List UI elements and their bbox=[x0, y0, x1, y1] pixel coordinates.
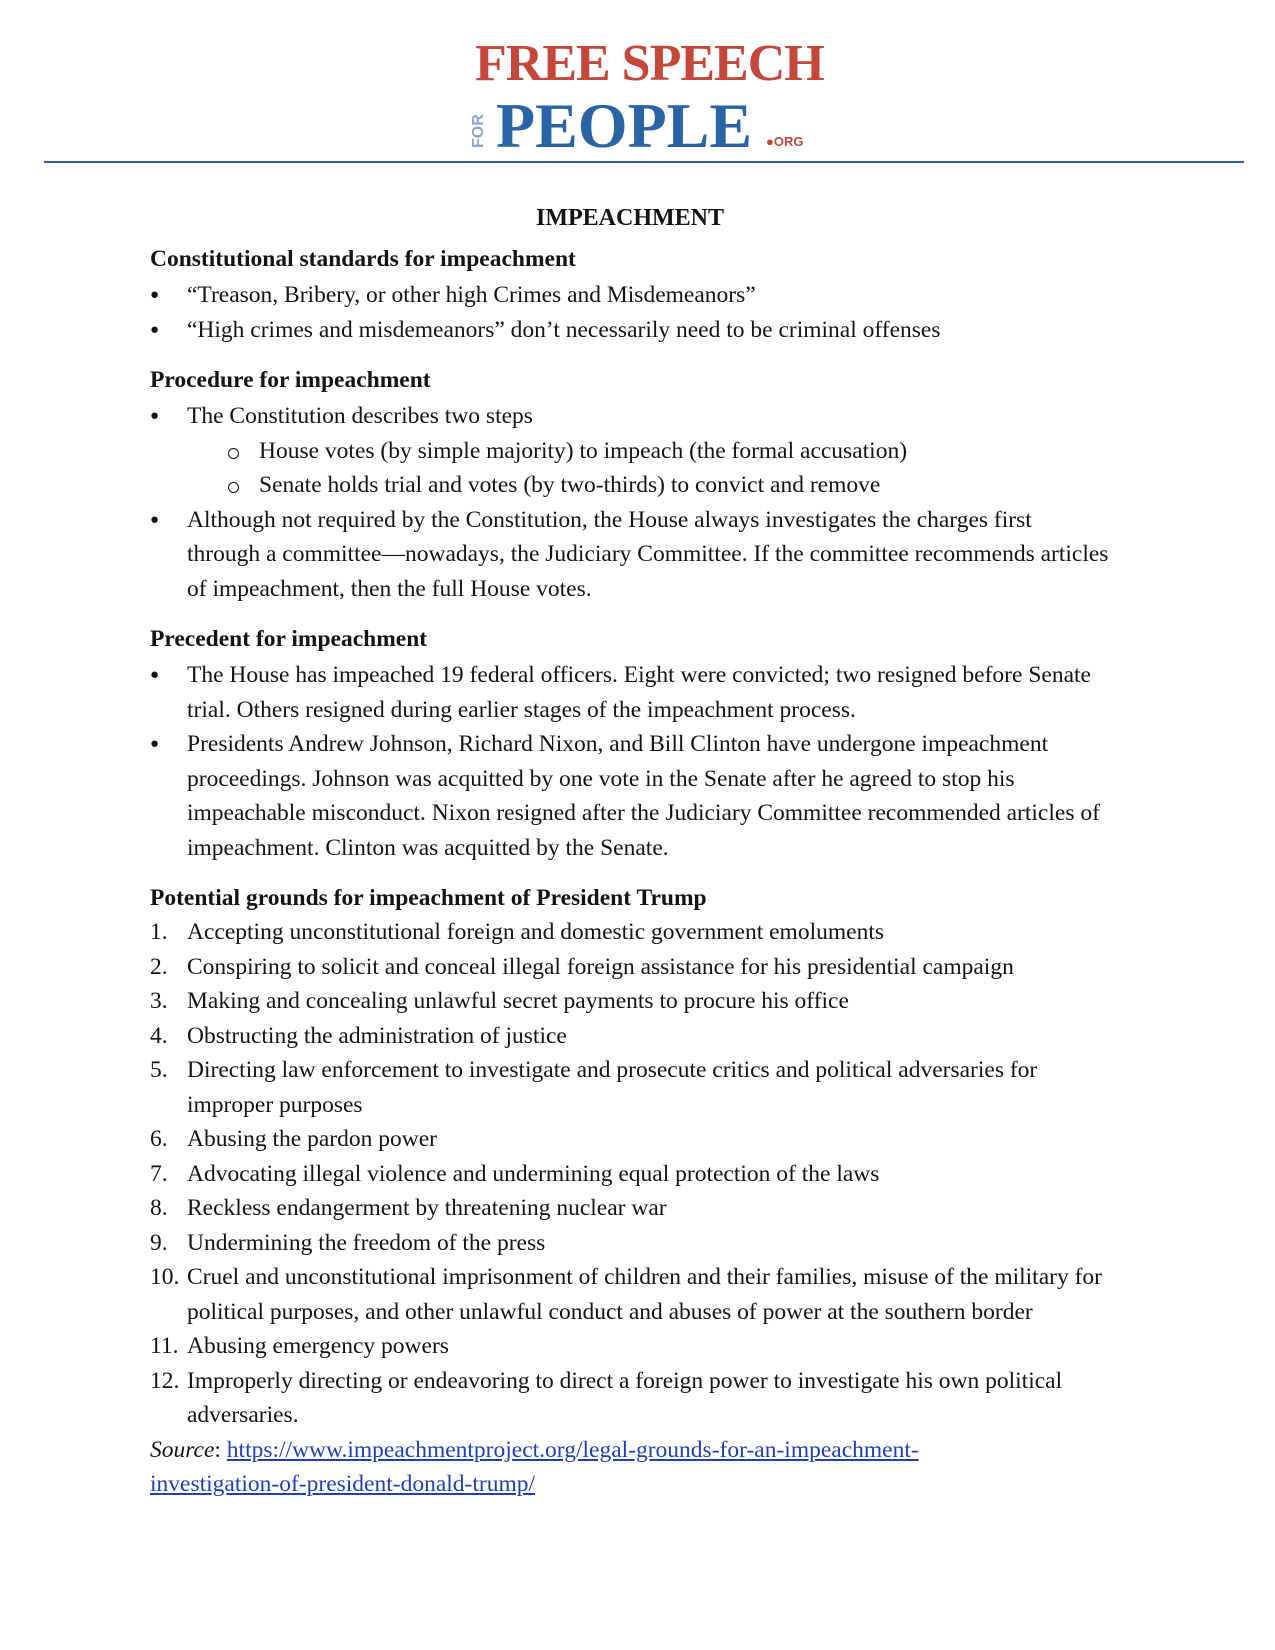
list-item-text: Directing law enforcement to investigate and prosecute critics and political adversaries for improper purposes bbox=[187, 1057, 1038, 1118]
logo-for: FOR bbox=[470, 114, 487, 148]
list-number: 3. bbox=[150, 988, 168, 1014]
list-item: ● Presidents Andrew Johnson, Richard Nixon, and Bill Clinton have undergone impeachment proceedings. Johnson was acquitted by one vote in the Senate after he agreed to stop his impeachable misconduct. Nixon resigned after the Judiciary Committee recommended articles of impeachment. Clinton was acquitted by the Senate. bbox=[150, 727, 1110, 865]
source-link-line1: https://www.impeachmentproject.org/legal-grounds-for-an-impeachment- bbox=[226, 1436, 919, 1463]
list-item bbox=[150, 399, 1110, 503]
list-number: 4. bbox=[150, 1022, 168, 1049]
list-item-text: Cruel and unconstitutional imprisonment of children and their families, misuse of the military for political purposes, and other unlawful conduct and abuses of power at the southern border bbox=[187, 1264, 1102, 1325]
section-heading-standards: Constitutional standards for impeachment bbox=[150, 246, 576, 272]
precedent-list bbox=[150, 658, 1110, 865]
list-item-text: Undermining the freedom of the press bbox=[187, 1229, 546, 1256]
list-item bbox=[150, 1053, 1110, 1122]
list-item-text: Accepting unconstitutional foreign and domestic government emoluments bbox=[187, 919, 885, 945]
list-item-text: Conspiring to solicit and conceal illegal foreign assistance for his presidential campaign bbox=[187, 953, 1014, 980]
section-heading-grounds: Potential grounds for impeachment of President Trump bbox=[150, 885, 707, 911]
free-speech-for-people-logo bbox=[470, 34, 830, 161]
list-item: ● “High crimes and misdemeanors” don’t necessarily need to be criminal offenses bbox=[150, 313, 1110, 348]
list-item bbox=[150, 1191, 1110, 1226]
list-item-text: Obstructing the administration of justice bbox=[187, 1022, 567, 1049]
header-divider bbox=[44, 161, 1244, 163]
list-item bbox=[150, 1260, 1110, 1329]
page-title: IMPEACHMENT bbox=[536, 205, 724, 231]
section-heading-procedure: Procedure for impeachment bbox=[150, 367, 431, 393]
list-item bbox=[150, 1226, 1110, 1261]
list-item-text: Making and concealing unlawful secret payments to procure his office bbox=[187, 988, 849, 1014]
list-number: 8. bbox=[150, 1195, 168, 1221]
grounds-list bbox=[150, 915, 1110, 1433]
list-item-text: Advocating illegal violence and undermining equal protection of the laws bbox=[187, 1160, 880, 1187]
list-item bbox=[150, 984, 1110, 1019]
list-number: 1. bbox=[150, 919, 168, 945]
list-number: 7. bbox=[150, 1160, 168, 1187]
source-separator: : bbox=[214, 1436, 227, 1463]
list-item bbox=[150, 1019, 1110, 1054]
list-item: ● The House has impeached 19 federal officers. Eight were convicted; two resigned before Senate trial. Others resigned during earlier stages of the impeachment process. bbox=[150, 658, 1110, 727]
list-item-text: Abusing emergency powers bbox=[187, 1333, 449, 1359]
logo-org: ●ORG bbox=[766, 134, 804, 149]
document-body bbox=[150, 204, 1110, 1501]
logo-line-free-speech: FREE SPEECH bbox=[475, 35, 824, 92]
list-item: ● Although not required by the Constitution, the House always investigates the charges first through a committee—nowadays, the Judiciary Committee. If the committee recommends articles of impeachment, then the full House votes. bbox=[150, 503, 1110, 607]
list-number: 10. bbox=[150, 1264, 180, 1290]
sub-list-item: Senate holds trial and votes (by two-thirds) to convict and remove bbox=[187, 468, 1110, 503]
list-item bbox=[150, 1157, 1110, 1192]
list-item-text: Reckless endangerment by threatening nuclear war bbox=[187, 1195, 667, 1221]
source-link-line2: investigation-of-president-donald-trump/ bbox=[150, 1470, 536, 1497]
list-item: ● “Treason, Bribery, or other high Crimes and Misdemeanors” bbox=[150, 278, 1110, 313]
list-number: 6. bbox=[150, 1126, 168, 1152]
list-item-text: Improperly directing or endeavoring to direct a foreign power to investigate his own political adversaries. bbox=[187, 1367, 1063, 1428]
list-number: 11. bbox=[150, 1333, 179, 1359]
source-label: Source bbox=[150, 1436, 215, 1463]
list-item-text: Abusing the pardon power bbox=[187, 1126, 437, 1152]
procedure-list bbox=[150, 399, 1110, 606]
list-item bbox=[150, 915, 1110, 950]
list-number: 5. bbox=[150, 1057, 168, 1083]
list-item bbox=[150, 1364, 1110, 1433]
standards-list bbox=[150, 278, 1110, 347]
list-item-text: The Constitution describes two steps bbox=[187, 403, 533, 429]
section-heading-precedent: Precedent for impeachment bbox=[150, 626, 428, 652]
list-item bbox=[150, 950, 1110, 985]
list-item bbox=[150, 1122, 1110, 1157]
source-citation bbox=[150, 1433, 1110, 1501]
list-item bbox=[150, 1329, 1110, 1364]
list-number: 9. bbox=[150, 1229, 168, 1256]
source-link[interactable] bbox=[150, 1437, 919, 1497]
list-number: 12. bbox=[150, 1367, 180, 1394]
logo-line-people: PEOPLE bbox=[496, 90, 753, 161]
sub-list-item: House votes (by simple majority) to impeach (the formal accusation) bbox=[187, 434, 1110, 469]
list-number: 2. bbox=[150, 953, 168, 980]
procedure-sublist bbox=[187, 434, 1110, 503]
